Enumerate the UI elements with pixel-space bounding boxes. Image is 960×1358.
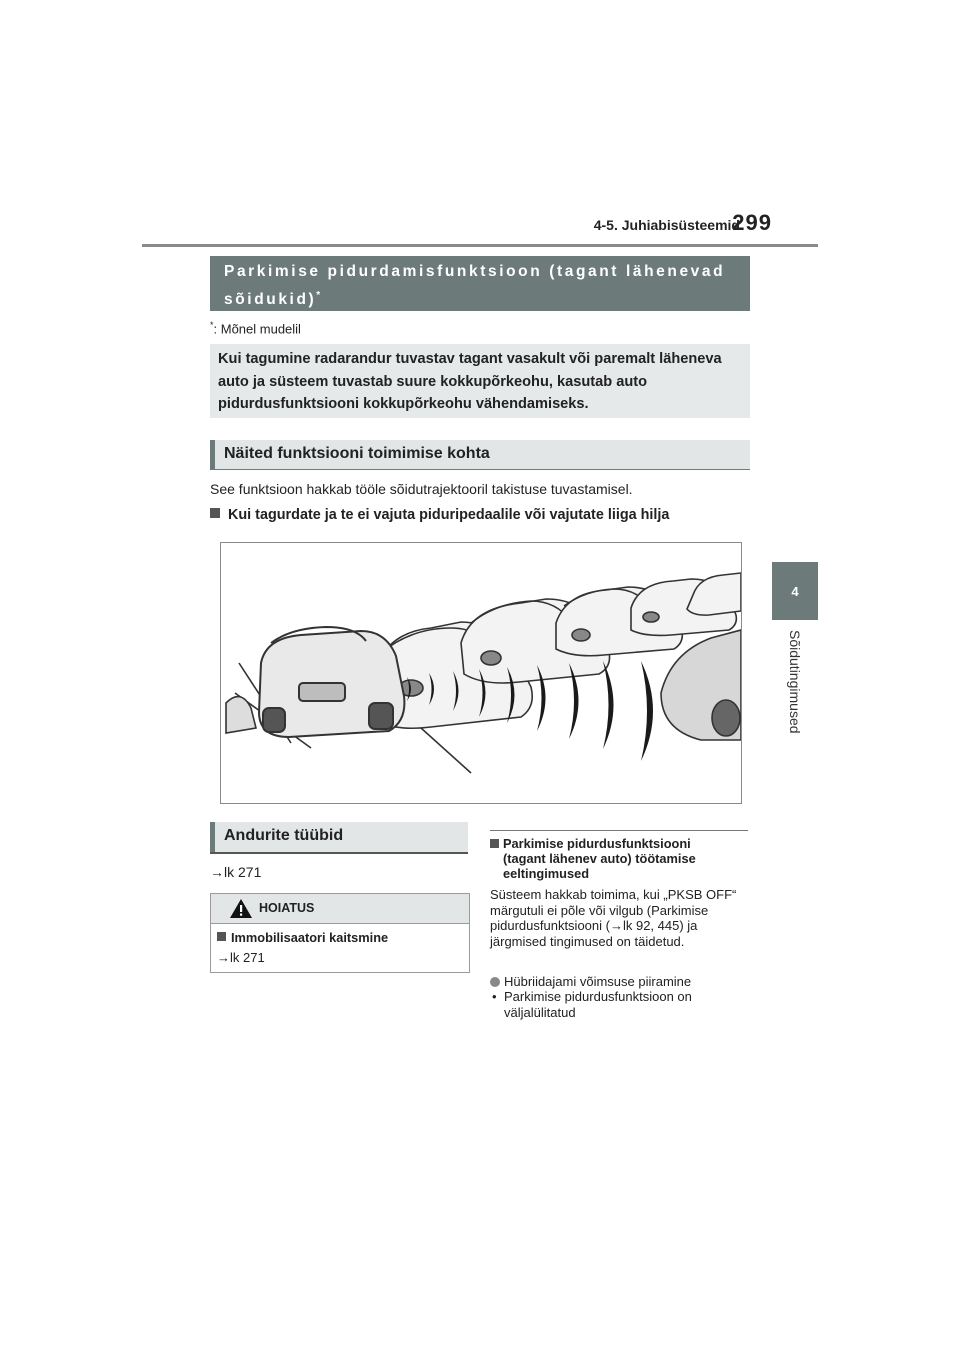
case-heading-text: Kui tagurdate ja te ei vajuta piduripedaalile või vajutate liiga hilja bbox=[228, 507, 670, 523]
obstacle bbox=[226, 697, 256, 733]
circle-list-item bbox=[490, 974, 691, 989]
circle-bullet-icon bbox=[490, 977, 500, 987]
footnote-marker: * bbox=[210, 320, 214, 330]
footnote bbox=[210, 320, 301, 336]
intro-box bbox=[210, 344, 750, 418]
section-accent bbox=[210, 822, 215, 854]
section-underline bbox=[210, 469, 750, 470]
warning-triangle-icon bbox=[229, 898, 253, 919]
reversing-suv bbox=[259, 627, 404, 737]
preconditions-body: Süsteem hakkab toimima, kui „PKSB OFF“ märgutuli ei põle või vilgub (Parkimise pidurdusfunktsiooni (→lk 92, 445) ja järgmised tingimused on täidetud. bbox=[490, 887, 737, 949]
square-bullet-icon bbox=[210, 508, 220, 518]
bullet-dot-icon: • bbox=[492, 989, 497, 1004]
sensors-reference-link[interactable]: →lk 271 bbox=[210, 864, 262, 880]
section-sensors-heading: Andurite tüübid bbox=[224, 827, 344, 844]
warning-label: HOIATUS bbox=[259, 901, 315, 915]
bullet-item-text: Parkimise pidurdusfunktsioon on väljalülitatud bbox=[504, 989, 692, 1020]
page-title-text: Parkimise pidurdamisfunktsioon (tagant lähenevad sõidukid) bbox=[224, 263, 726, 309]
chapter-tab[interactable] bbox=[772, 562, 818, 620]
preconditions-heading bbox=[490, 836, 748, 881]
section-sensors bbox=[210, 822, 468, 854]
case-heading bbox=[210, 507, 669, 523]
chapter-label: Sõidutingimused bbox=[787, 630, 803, 734]
right-column-rule bbox=[490, 830, 748, 831]
square-bullet-icon bbox=[490, 839, 499, 848]
preconditions-heading-line3: eeltingimused bbox=[503, 866, 590, 881]
preconditions-heading-line2: (tagant lähenev auto) töötamise bbox=[503, 851, 696, 866]
section-accent bbox=[210, 440, 215, 470]
chapter-number: 4 bbox=[791, 583, 799, 599]
section-examples bbox=[210, 440, 750, 470]
chapter-side-label bbox=[760, 630, 830, 750]
page-number: 299 bbox=[732, 210, 772, 235]
examples-body: See funktsioon hakkab tööle sõidutrajektooril takistuse tuvastamisel. bbox=[210, 481, 633, 497]
title-asterisk: * bbox=[316, 290, 321, 301]
header-section-label: 4-5. Juhiabisüsteemid bbox=[593, 217, 740, 233]
square-bullet-icon bbox=[217, 932, 226, 941]
footnote-text: : Mõnel mudelil bbox=[213, 321, 301, 337]
parking-scene-drawing bbox=[221, 543, 741, 803]
parking-illustration bbox=[220, 542, 742, 804]
intro-text: Kui tagumine radarandur tuvastav tagant vasakult või paremalt läheneva auto ja süsteem tuvastab suure kokkupõrkeohu, kasutab auto pidurdusfunktsiooni kokkupõrkeohu vähendamiseks. bbox=[218, 351, 722, 412]
warning-item-text: Immobilisaatori kaitsmine bbox=[231, 930, 389, 945]
section-underline bbox=[210, 852, 468, 854]
warning-header bbox=[211, 894, 469, 924]
section-examples-heading: Näited funktsiooni toimimise kohta bbox=[224, 445, 490, 462]
header-rule bbox=[142, 244, 818, 247]
warning-reference-link[interactable]: →lk 271 bbox=[217, 950, 265, 965]
page-title bbox=[224, 260, 740, 312]
page-title-bar bbox=[210, 256, 750, 311]
circle-item-text: Hübriidajami võimsuse piiramine bbox=[504, 974, 692, 989]
preconditions-heading-line1: Parkimise pidurdusfunktsiooni bbox=[503, 836, 691, 851]
warning-item bbox=[217, 930, 388, 945]
warning-box bbox=[210, 893, 470, 973]
bullet-list-item bbox=[490, 989, 748, 1020]
